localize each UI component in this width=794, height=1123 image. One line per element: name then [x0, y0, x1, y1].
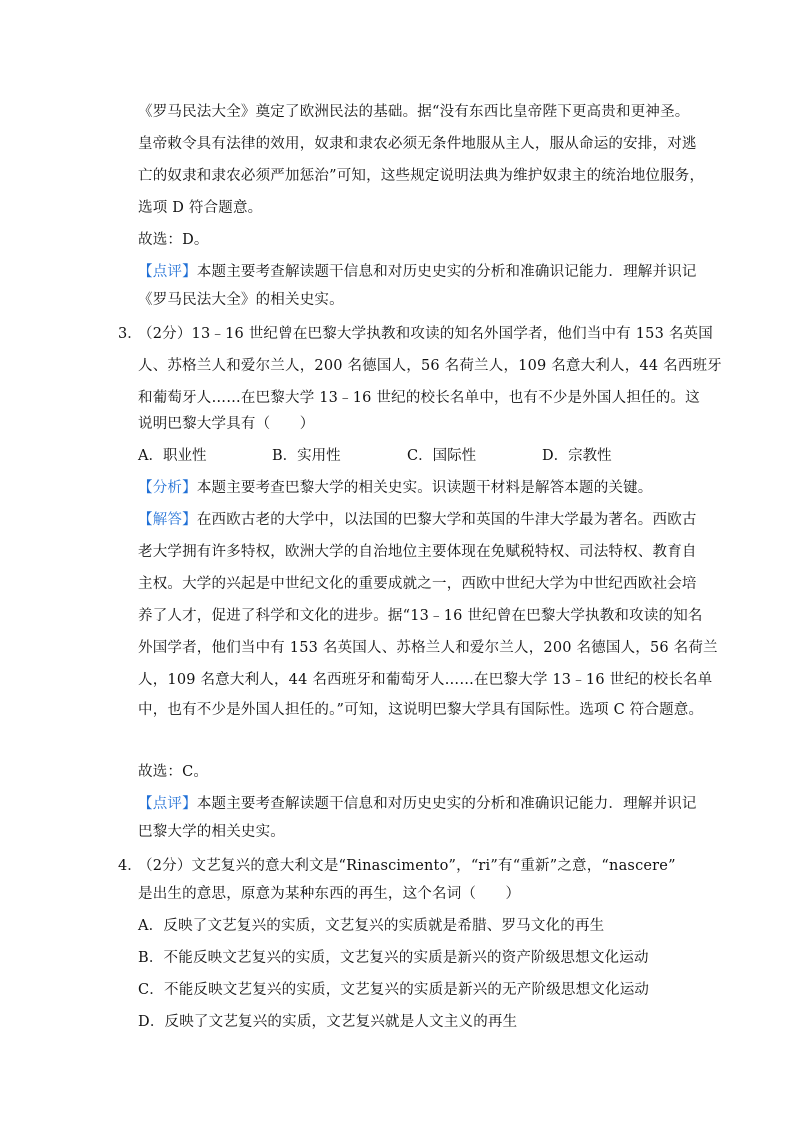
q3-option-c: C．国际性: [407, 448, 477, 464]
q2-review-line-2: 《罗马民法大全》的相关史实。: [138, 292, 344, 308]
q3-stem-line-4: 说明巴黎大学具有（ ）: [138, 416, 315, 432]
q2-review-tag: 【点评】: [138, 264, 197, 280]
q3-analysis: [138, 478, 653, 498]
q3-solution-line-7: 中，也有不少是外国人担任的。”可知，这说明巴黎大学具有国际性。选项 C 符合题意。: [138, 702, 704, 718]
q3-solution-line-3: 主权。大学的兴起是中世纪文化的重要成就之一，西欧中世纪大学为中世纪西欧社会培: [138, 576, 697, 592]
q3-solution-text-1: 在西欧古老的大学中，以法国的巴黎大学和英国的牛津大学最为著名。西欧古: [196, 512, 697, 528]
q3-analysis-tag: 【分析】: [138, 480, 197, 496]
q4-number: 4．: [118, 858, 142, 874]
q4-stem-line-2: 是出生的意思，原意为某种东西的再生，这个名词（ ）: [138, 886, 521, 902]
q3-solution-line-5: 外国学者，他们当中有 153 名英国人、苏格兰人和爱尔兰人，200 名德国人，56 名荷兰: [138, 640, 718, 656]
q4-option-d: D．反映了文艺复兴的实质，文艺复兴就是人文主义的再生: [138, 1014, 518, 1030]
q3-stem-line-2: 人、苏格兰人和爱尔兰人，200 名德国人，56 名荷兰人，109 名意大利人，44 名西班牙: [138, 358, 722, 374]
q2-review-text-1: 本题主要考查解读题干信息和对历史史实的分析和准确识记能力．理解并识记: [196, 264, 697, 280]
q3-answer: 故选：C。: [138, 764, 209, 780]
q2-line-2: 皇帝敕令具有法律的效用，奴隶和隶农必须无条件地服从主人，服从命运的安排，对逃: [138, 136, 697, 152]
q3-review-line-2: 巴黎大学的相关史实。: [138, 824, 285, 840]
q3-review-tag: 【点评】: [138, 796, 197, 812]
q3-solution-line-1: [138, 510, 697, 530]
q3-option-d: D．宗教性: [542, 448, 612, 464]
q3-number: 3．: [118, 326, 142, 342]
q2-answer: 故选：D。: [138, 232, 209, 248]
q2-line-1: 《罗马民法大全》奠定了欧洲民法的基础。据“没有东西比皇帝陛下更高贵和更神圣。: [138, 104, 690, 120]
q3-option-b: B．实用性: [272, 448, 341, 464]
q3-solution-line-4: 养了人才，促进了科学和文化的进步。据“13﹣16 世纪曾在巴黎大学执教和攻读的知名: [138, 608, 703, 624]
q3-review-line-1: [138, 794, 697, 814]
q2-line-4: 选项 D 符合题意。: [138, 200, 263, 216]
q2-review-line-1: [138, 262, 697, 282]
q4-option-c: C．不能反映文艺复兴的实质，文艺复兴的实质是新兴的无产阶级思想文化运动: [138, 982, 650, 998]
q3-solution-line-2: 老大学拥有许多特权，欧洲大学的自治地位主要体现在免赋税特权、司法特权、教育自: [138, 544, 697, 560]
q3-stem-line-1: （2分）13﹣16 世纪曾在巴黎大学执教和攻读的知名外国学者，他们当中有 153 名英国: [138, 326, 713, 342]
q3-option-a: A．职业性: [138, 448, 207, 464]
q2-line-3: 亡的奴隶和隶农必须严加惩治”可知，这些规定说明法典为维护奴隶主的统治地位服务，: [138, 168, 705, 184]
q4-option-b: B．不能反映文艺复兴的实质，文艺复兴的实质是新兴的资产阶级思想文化运动: [138, 950, 649, 966]
q3-analysis-text: 本题主要考查巴黎大学的相关史实。识读题干材料是解答本题的关键。: [196, 480, 653, 496]
q3-solution-line-6: 人，109 名意大利人，44 名西班牙和葡萄牙人……在巴黎大学 13﹣16 世纪的校长名单: [138, 672, 713, 688]
q3-stem-line-3: 和葡萄牙人……在巴黎大学 13﹣16 世纪的校长名单中，也有不少是外国人担任的。这: [138, 390, 700, 406]
q4-option-a: A．反映了文艺复兴的实质，文艺复兴的实质就是希腊、罗马文化的再生: [138, 918, 605, 934]
q4-stem-line-1: （2分）文艺复兴的意大利文是“Rinascimento”，“ri”有“重新”之意，“nascere”: [138, 858, 676, 874]
q3-solution-tag: 【解答】: [138, 512, 197, 528]
q3-review-text-1: 本题主要考查解读题干信息和对历史史实的分析和准确识记能力．理解并识记: [196, 796, 697, 812]
